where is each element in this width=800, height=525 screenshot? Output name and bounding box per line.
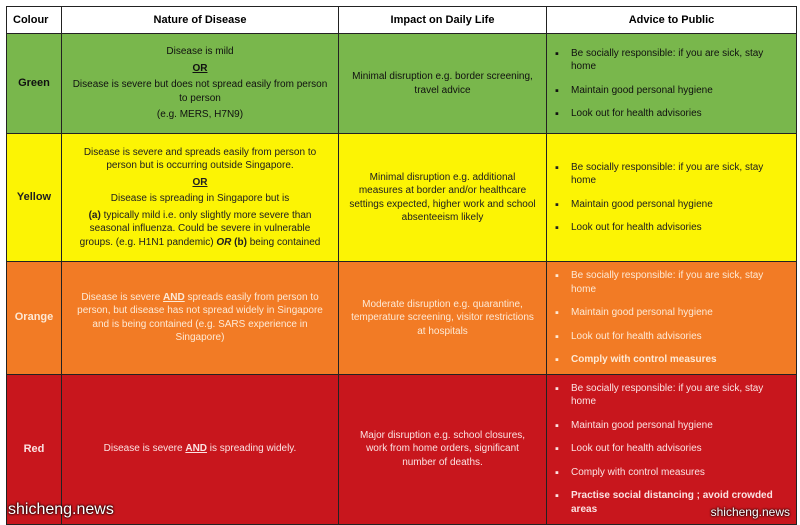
nature-yellow-a-label: (a): [88, 209, 101, 221]
advice-item: ▪ Be socially responsible: if you are sick, stay home: [553, 47, 790, 74]
header-nature: Nature of Disease: [62, 7, 339, 34]
nature-orange-and: AND: [163, 291, 185, 303]
nature-yellow-b-text: being contained: [246, 236, 321, 248]
advice-item: ▪ Look out for health advisories: [553, 442, 790, 456]
header-impact: Impact on Daily Life: [339, 7, 547, 34]
impact-orange: Moderate disruption e.g. quarantine, temperature screening, visitor restrictions at hospitals: [339, 262, 547, 375]
nature-yellow-b-label: (b): [231, 236, 247, 248]
header-colour: Colour: [7, 7, 62, 34]
nature-green-or: OR: [192, 62, 208, 74]
advice-item-bold: ▪ Practise social distancing ; avoid crowded areas: [553, 489, 790, 516]
advice-item: ▪ Look out for health advisories: [553, 107, 790, 121]
advice-orange: [547, 262, 797, 375]
nature-red-and: AND: [185, 443, 208, 455]
nature-red-post: is spreading widely.: [207, 443, 297, 455]
header-advice: Advice to Public: [547, 7, 797, 34]
nature-green-line2: Disease is severe but does not spread easily from person to person: [72, 79, 328, 104]
impact-green: Minimal disruption e.g. border screening, travel advice: [339, 34, 547, 134]
nature-yellow-or: OR: [192, 176, 208, 188]
dorscon-table: [6, 6, 797, 525]
advice-yellow: [547, 134, 797, 262]
row-red: [7, 374, 797, 524]
nature-red-pre: Disease is severe: [103, 443, 186, 455]
advice-item-bold: ▪ Comply with control measures: [553, 353, 790, 367]
nature-yellow: [62, 134, 339, 262]
nature-orange: [62, 262, 339, 375]
advice-list-yellow: [553, 161, 790, 235]
advice-list-red: [553, 382, 790, 517]
advice-list-orange: [553, 269, 790, 367]
advice-item: ▪ Be socially responsible: if you are sick, stay home: [553, 161, 790, 188]
nature-orange-post: spreads easily from person to person, but disease has not spread widely in Singapore and is being contained (e.g. SARS experience in Singapore): [77, 291, 323, 344]
advice-red: [547, 374, 797, 524]
advice-item: ▪ Look out for health advisories: [553, 330, 790, 344]
row-green: [7, 34, 797, 134]
advice-item: ▪ Comply with control measures: [553, 466, 790, 480]
watermark-right: shicheng.news: [710, 505, 790, 519]
watermark-left: shicheng.news: [8, 501, 114, 518]
advice-item: ▪ Maintain good personal hygiene: [553, 84, 790, 98]
row-yellow: [7, 134, 797, 262]
advice-item: ▪ Be socially responsible: if you are sick, stay home: [553, 269, 790, 296]
nature-yellow-line2: Disease is spreading in Singapore but is: [110, 193, 290, 205]
impact-red: Major disruption e.g. school closures, work from home orders, significant number of deaths.: [339, 374, 547, 524]
advice-list-green: [553, 47, 790, 121]
nature-green: [62, 34, 339, 134]
advice-item: ▪ Be socially responsible: if you are sick, stay home: [553, 382, 790, 409]
advice-item: ▪ Maintain good personal hygiene: [553, 306, 790, 320]
advice-item: ▪ Maintain good personal hygiene: [553, 419, 790, 433]
colour-label-orange: Orange: [7, 262, 62, 375]
colour-label-green: Green: [7, 34, 62, 134]
advice-green: [547, 34, 797, 134]
header-row: [7, 7, 797, 34]
nature-yellow-line3: [72, 209, 328, 250]
row-orange: [7, 262, 797, 375]
nature-yellow-or-inline: OR: [216, 236, 232, 248]
nature-green-line1: Disease is mild: [166, 46, 234, 58]
advice-item: ▪ Look out for health advisories: [553, 221, 790, 235]
nature-orange-pre: Disease is severe: [81, 291, 164, 303]
nature-green-line3: (e.g. MERS, H7N9): [156, 109, 244, 121]
nature-yellow-a-text: typically mild i.e. only slightly more severe than seasonal influenza. Could be severe in vulnerable groups. (e.g. H1N1 pandemic): [79, 209, 312, 248]
advice-item: ▪ Maintain good personal hygiene: [553, 198, 790, 212]
nature-orange-text: [72, 291, 328, 345]
colour-label-yellow: Yellow: [7, 134, 62, 262]
nature-red-text: [72, 442, 328, 456]
impact-yellow: Minimal disruption e.g. additional measures at border and/or healthcare settings expected, higher work and school absenteeism likely: [339, 134, 547, 262]
colour-label-red: Red: [7, 374, 62, 524]
nature-yellow-line1: Disease is severe and spreads easily from person to person but is occurring outside Singapore.: [83, 146, 317, 172]
